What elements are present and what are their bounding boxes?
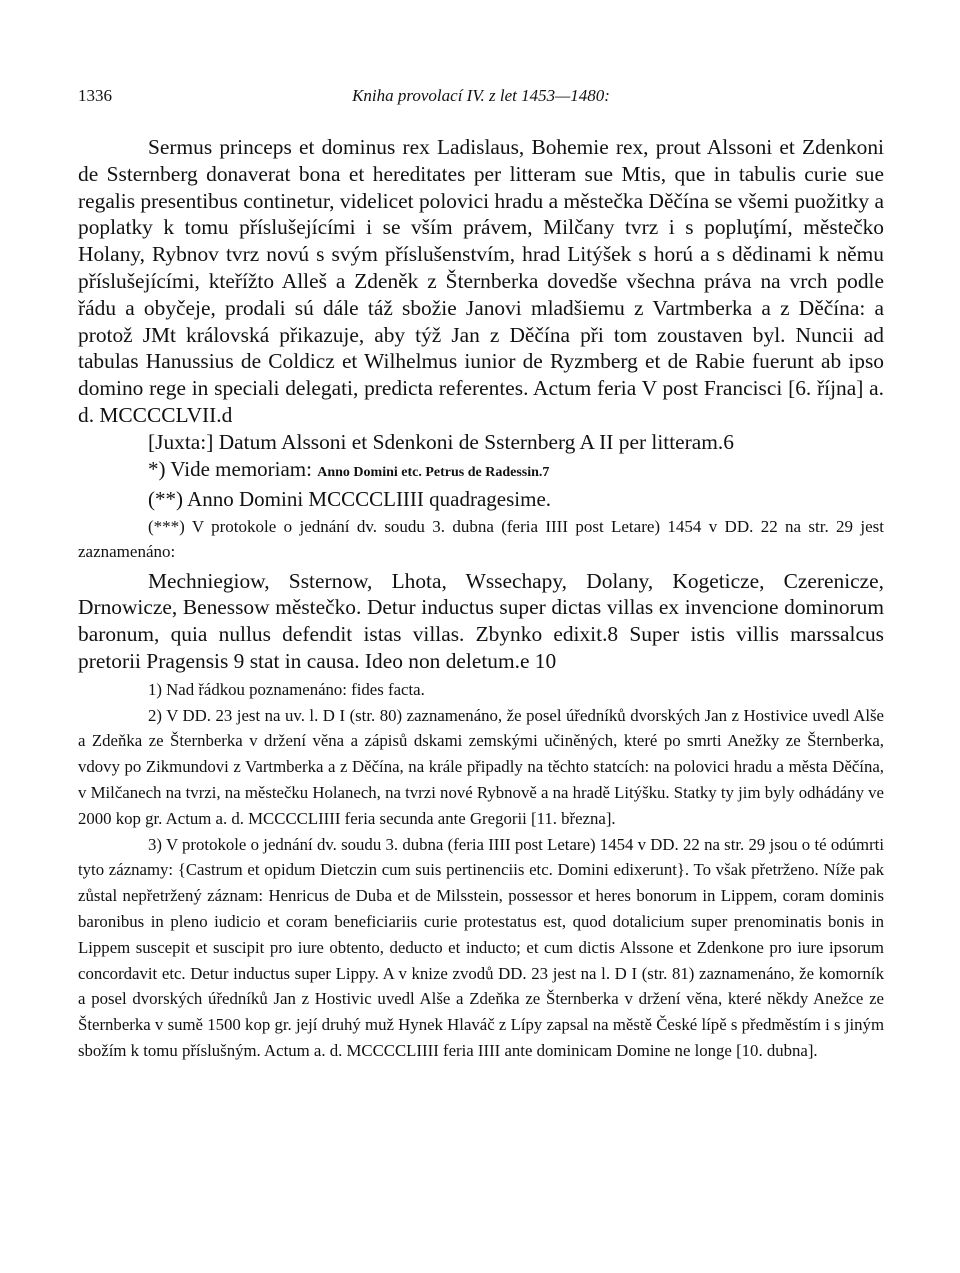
page-number: 1336 bbox=[78, 86, 112, 105]
note-triple-star: (***) V protokole o jednání dv. soudu 3. dubna (feria IIII post Letare) 1454 v DD. 22 na str. 29 jest zaznamenáno: bbox=[78, 516, 884, 561]
main-text bbox=[78, 134, 884, 456]
note-star-small: Anno Domini etc. Petrus de Radessin.7 bbox=[317, 464, 550, 480]
note-star-text: *) Vide memoriam: bbox=[148, 456, 312, 481]
paragraph-juxta: [Juxta:] Datum Alssoni et Sdenkoni de Ssternberg A II per litteram.6 bbox=[148, 429, 734, 454]
note-star bbox=[78, 456, 884, 486]
note-protocol bbox=[78, 514, 884, 564]
villages-paragraph bbox=[78, 568, 884, 675]
note-double-star: (**) Anno Domini MCCCCLIIII quadragesime. bbox=[148, 486, 552, 511]
footnote-1: 1) Nad řádkou poznamenáno: fides facta. bbox=[148, 679, 425, 699]
notes-block bbox=[78, 456, 884, 513]
paragraph-charter: Sermus princeps et dominus rex Ladislaus, Bohemie rex, prout Alssoni et Zdenkoni de Ssternberg donaverat bona et hereditates per litteram sue Mtis, que in tabulis curie sue regalis presentibus continetur, videlicet polovici hradu a městečka Děčína se všemi puožitky a poplatky k tomu příslušejícími i se vším právem, Milčany tvrz i s popluţímí, městečko Holany, Rybnov tvrz novú s svým příslušenstvím, hrad Litýšek s horú a s dědinami k němu příslušejícími, kteřížto Alleš a Zdeněk z Šternberka dovedše všechna práva na vrch podle řádu a obyčeje, prodali sú dále táž sbožie Janovi mladšiemu z Vartmberka a z Děčína: a protož JMt královská přikazuje, aby týž Jan z Děčína při tom zoustaven byl. Nuncii ad tabulas Hanussius de Coldicz et Wilhelmus iunior de Ryzmberg et de Rabie fuerunt ab ipso domino rege in speciali delegati, predicta referentes. Actum feria V post Francisci [6. října] a. d. MCCCCLVII.d bbox=[78, 135, 884, 427]
footnotes bbox=[78, 677, 884, 1064]
running-title: Kniha provolací IV. z let 1453—1480: bbox=[352, 86, 610, 105]
villages-text: Mechniegiow, Ssternow, Lhota, Wssechapy, Dolany, Kogeticze, Czerenicze, Drnowicze, Benessow městečko. Detur inductus super dictas villas ex invencione dominorum baronum, quia nullus defendit istas villas. Zbynko edixit.8 Super istis villis marssalcus pretorii Pragensis 9 stat in causa. Ideo non deletum.e 10 bbox=[78, 568, 884, 673]
page-header bbox=[78, 86, 884, 114]
footnote-3: 3) V protokole o jednání dv. soudu 3. dubna (feria IIII post Letare) 1454 v DD. 22 na str. 29 jsou o té odúmrti tyto záznamy: {Castrum et opidum Dietczin cum suis pertinenciis etc. Domini edixerunt}. To však přetrženo. Níže pak zůstal nepřetržený záznam: Henricus de Duba et de Milsstein, possessor et heres bonorum in Lippem, coram dominis baronibus in pleno iudicio et coram beneficiariis curie protestatus est, quod dotalicium super prenominatis bonis in Lippem suscepit et suscipit pro iure obtento, deducto et inducto; et cum dictis Alssone et Zdenkone pro iure ipsorum concordavit etc. Detur inductus super Lippy. A v knize zvodů DD. 23 jest na l. D I (str. 81) zaznamenáno, že komorník a posel dvorských úředníků Jan z Hostivic uvedl Alše a Zdeňka ze Šternberka v držení věna, které někdy Anežce ze Šternberka v sumě 1500 kop gr. její druhý muž Hynek Hlaváč z Lípy zapsal na městě České lípě s předměstím i s jiným sbožím k tomu příslušným. Actum a. d. MCCCCLIIII feria IIII ante dominicam Domine ne longe [10. dubna]. bbox=[78, 834, 884, 1060]
document-page bbox=[78, 86, 884, 1064]
footnote-2: 2) V DD. 23 jest na uv. l. D I (str. 80) zaznamenáno, že posel úředníků dvorských Jan z Hostivice uvedl Alše a Zdeňka ze Šternberka v držení věna a zápisů dskami zemskými učiněných, které po smrti Anežky ze Šternberka, vdovy po Zikmundovi z Vartmberka a z Děčína, na krále připadly na těchto statcích: na polovici hradu a města Děčína, v Milčanech na tvrzi, na městečku Holanech, na tvrzi nové Rybnově a na hradě Litýšku. Statky ty jim byly odhádány ve 2000 kop gr. Actum a. d. MCCCCLIIII feria secunda ante Gregorii [11. března]. bbox=[78, 705, 884, 828]
